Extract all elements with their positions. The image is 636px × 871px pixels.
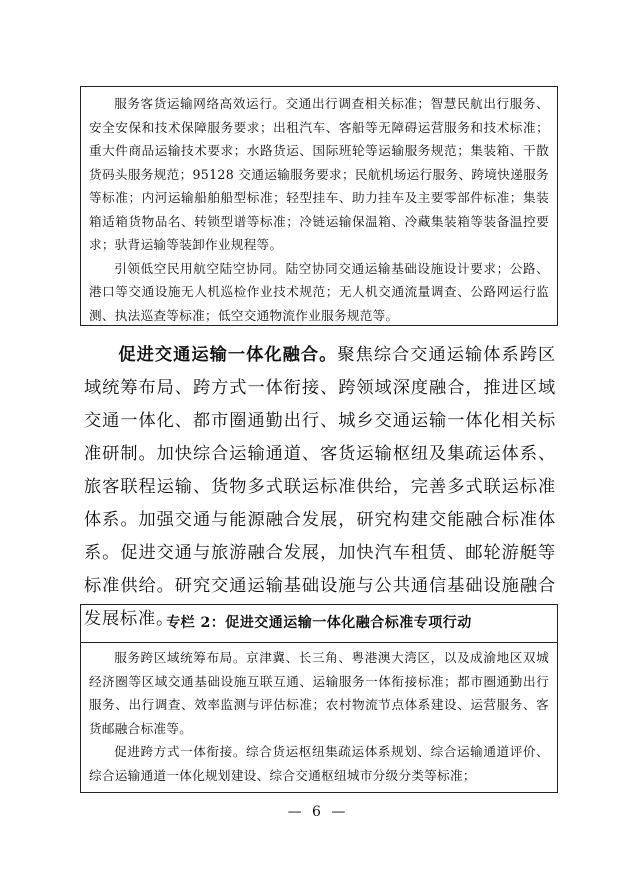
top-column-box: [80, 86, 558, 326]
column-2-box: [80, 604, 558, 793]
column-2-title: 专栏 2：促进交通运输一体化融合标准专项行动: [81, 605, 557, 643]
column-2-body: [81, 643, 557, 787]
column-2-paragraph-multimodal: 促进跨方式一体衔接。综合货运枢纽集疏运体系规划、综合运输通道评价、综合运输通道一体化规划建设、综合交通枢纽城市分级分类等标准；: [89, 744, 549, 783]
box-paragraph-low-altitude: 引领低空民用航空陆空协同。陆空协同交通运输基础设施设计要求；公路、港口等交通设施无人机巡检作业技术规范；无人机交通流量调查、公路网运行监测、执法巡查等标准；低空交通物流作业服务规范等。: [89, 260, 549, 323]
paragraph-text: 聚焦综合交通运输体系跨区域统筹布局、跨方式一体衔接、跨领域深度融合，推进区域交通一体化、都市圈通勤出行、城乡交通运输一体化相关标准研制。加快综合运输通道、客货运输枢纽及集疏运体系、旅客联程运输、货物多式联运标准供给，完善多式联运标准体系。加强交通与能源融合发展，研究构建交能融合标准体系。促进交通与旅游融合发展，加快汽车租赁、邮轮游艇等标准供给。研究交通运输基础设施与公共通信基础设施融合发展标准。: [84, 345, 556, 629]
column-2-paragraph-regional: 服务跨区域统筹布局。京津冀、长三角、粤港澳大湾区，以及成渝地区双城经济圈等区域交通基础设施互联互通、运输服务一体衔接标准；都市圈通勤出行服务、出行调查、效率监测与评估标准；农村物流节点体系建设、运营服务、客货邮融合标准等。: [89, 650, 549, 736]
paragraph-lead: 促进交通运输一体化融合。: [118, 345, 338, 365]
body-paragraph-integration: [84, 339, 556, 636]
page-number: — 6 —: [287, 804, 349, 820]
box-paragraph-services: 服务客货运输网络高效运行。交通出行调查相关标准；智慧民航出行服务、安全安保和技术保障服务要求；出租汽车、客船等无障碍运营服务和技术标准；重大件商品运输技术要求；水路货运、国际班轮等运输服务规范；集装箱、干散货码头服务规范；95128 交通运输服务要求；民航机场运行服务、跨境快递服务等标准；内河运输船舶船型标准；轻型挂车、助力挂车及主要零部件标准；集装箱适箱货物品名、转锁型谱等标准；冷链运输保温箱、冷藏集装箱等装备温控要求；驮背运输等装卸作业规程等。: [89, 96, 549, 252]
